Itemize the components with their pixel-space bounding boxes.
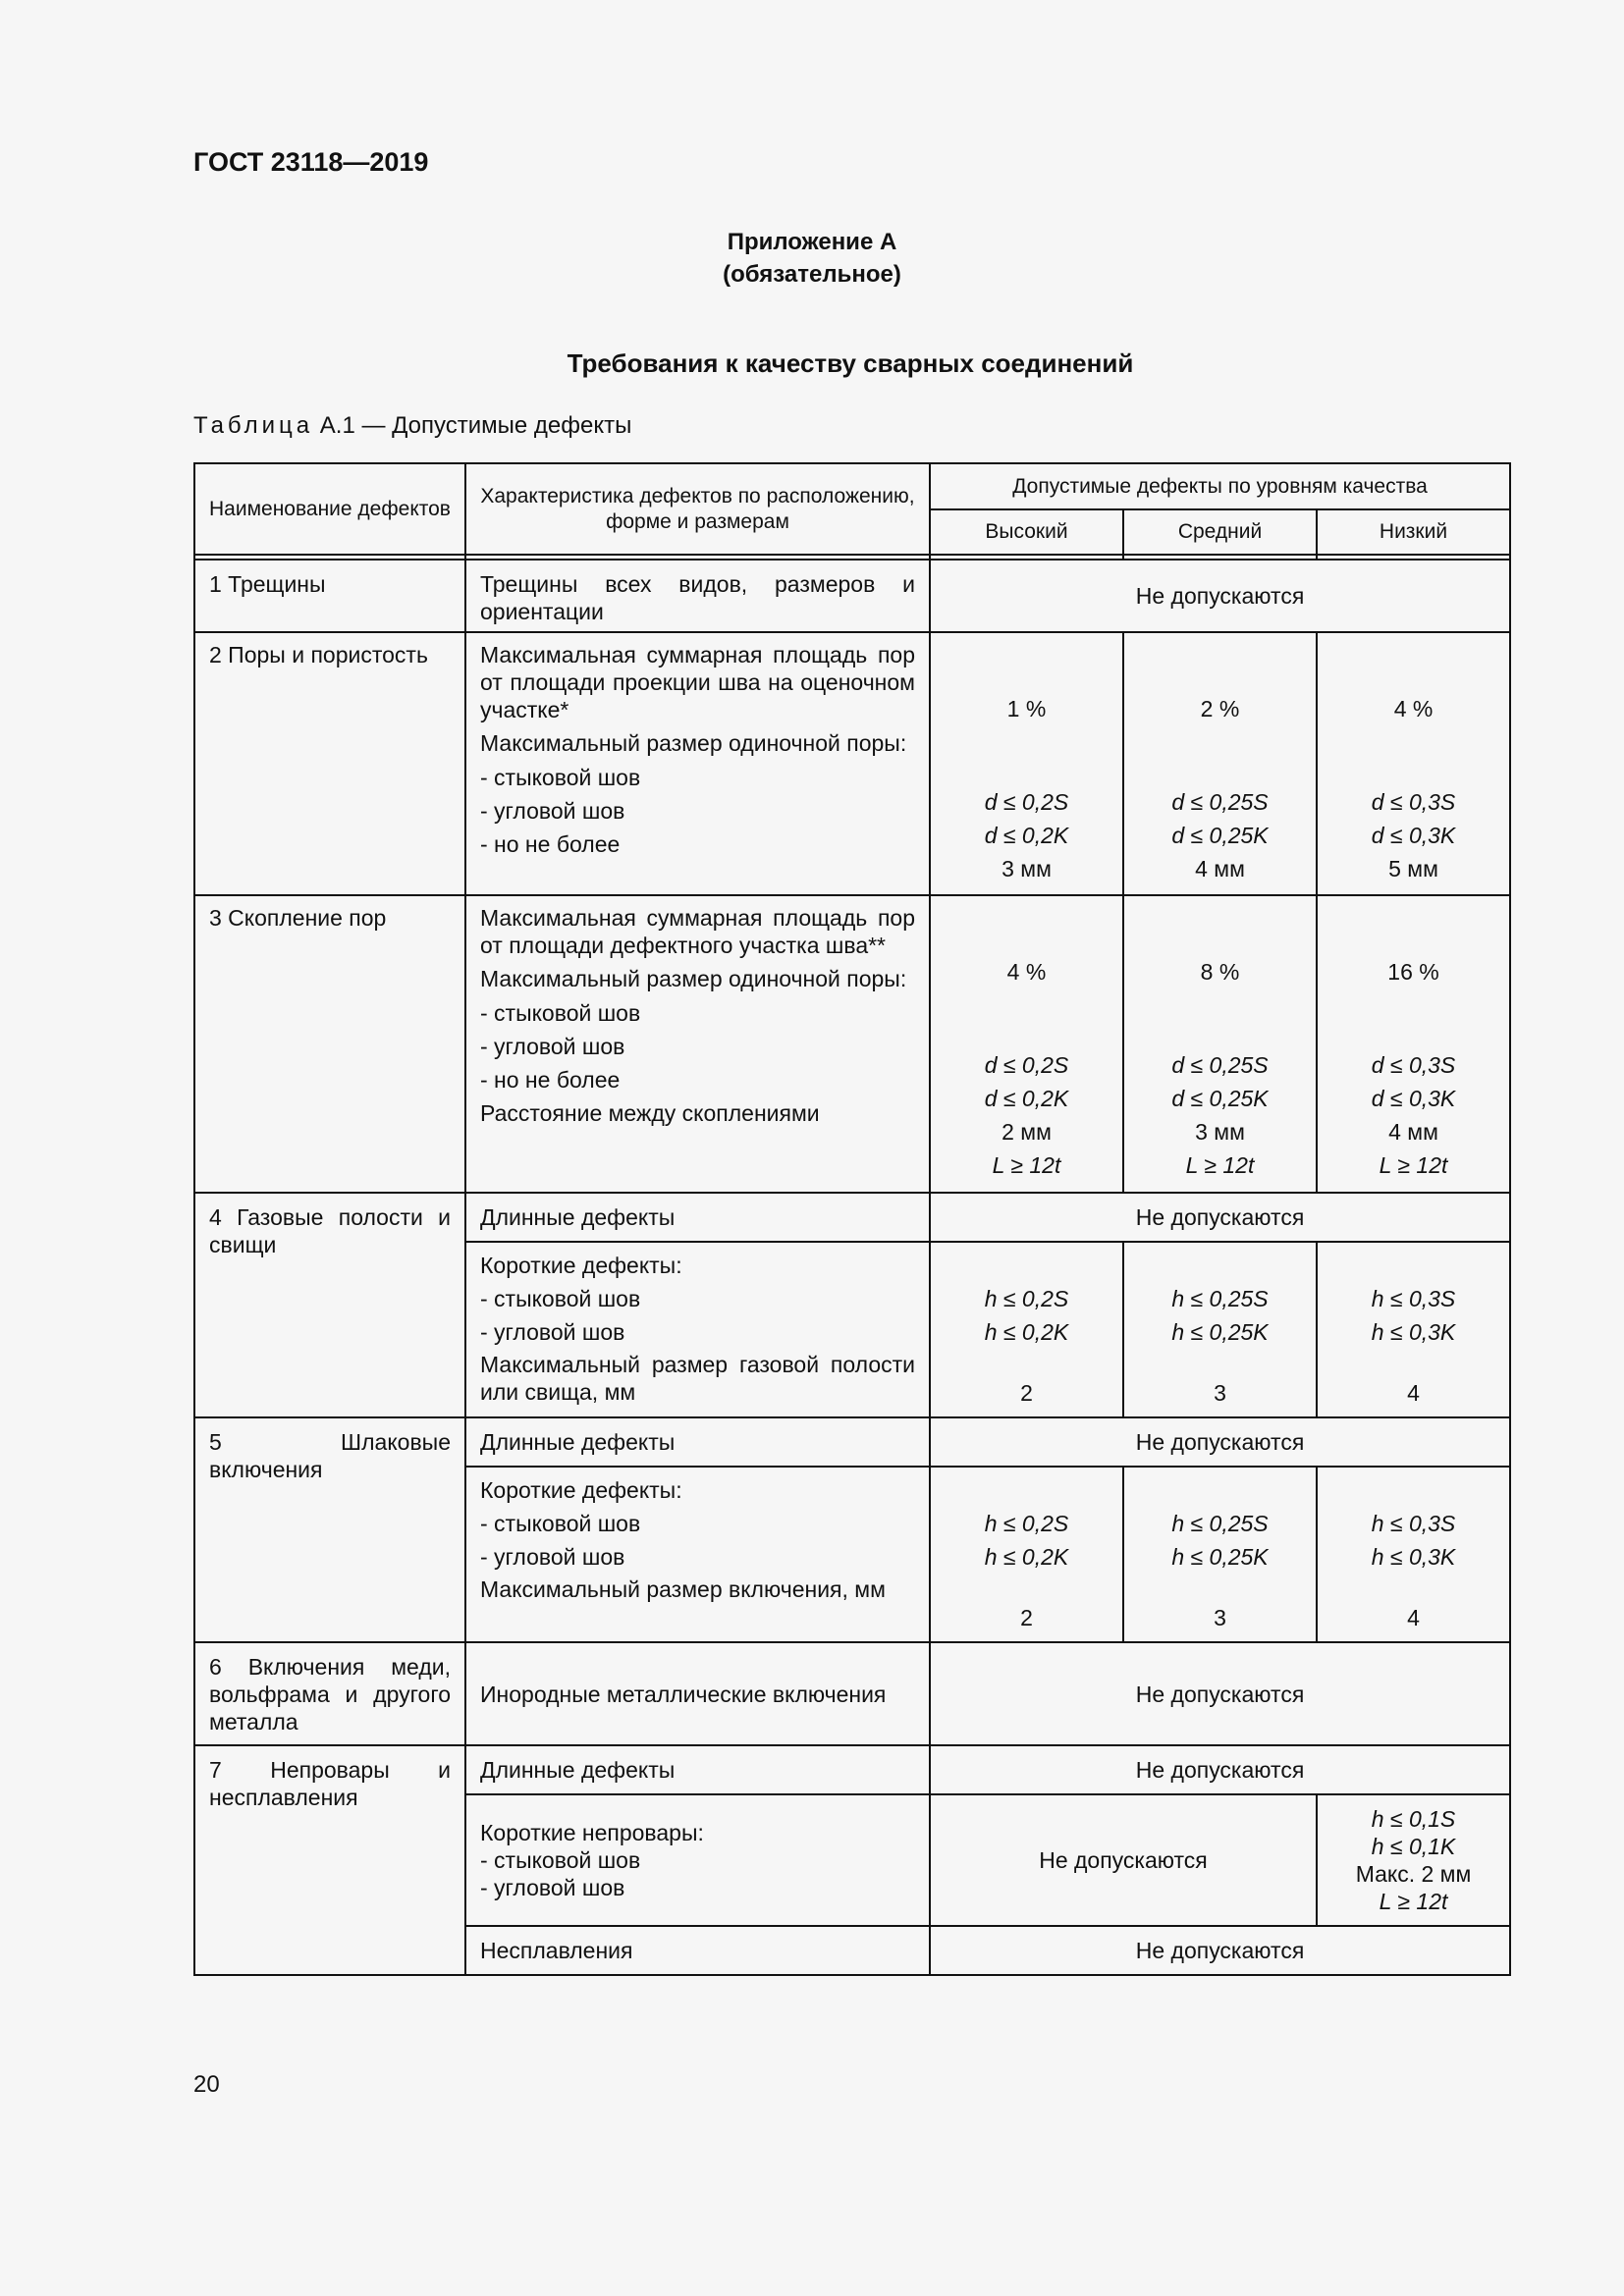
row3-butt-high: d ≤ 0,2S [984,1052,1069,1078]
row5-butt-high: h ≤ 0,2S [984,1511,1069,1536]
document-header: ГОСТ 23118—2019 [193,147,429,177]
row3-fillet: - угловой шов [480,1034,625,1059]
row3-butt-mid: d ≤ 0,25S [1171,1052,1269,1078]
row2-pct-mid: 2 % [1200,696,1240,721]
row7-butt: - стыковой шов [480,1847,641,1873]
row5-fillet: - угловой шов [480,1544,625,1570]
row3-max-low: 4 мм [1388,1119,1438,1145]
row7-long: Длинные дефекты [465,1745,930,1794]
row5-short: Короткие дефекты: [480,1477,682,1503]
row6-value: Не допускаются [930,1642,1510,1745]
row3-butt-low: d ≤ 0,3S [1371,1052,1456,1078]
row4-fillet: - угловой шов [480,1319,625,1345]
table-row [194,1642,1510,1745]
row7-name: 7 Непровары и несплавления [209,1757,451,1810]
row3-size: Максимальный размер одиночной поры: [480,966,907,991]
row2-fillet: - угловой шов [480,798,625,824]
row4-butt-high: h ≤ 0,2S [984,1286,1069,1311]
table-row [194,1417,1510,1467]
row2-max: - но не более [480,831,621,857]
row4-max-high: 2 [1020,1380,1033,1406]
appendix-heading [0,226,1624,291]
row3-dist: Расстояние между скоплениями [480,1100,820,1126]
row7-short-value: Не допускаются [930,1794,1317,1926]
row2-butt: - стыковой шов [480,765,641,790]
row2-area: Максимальная суммарная площадь пор от площади проекции шва на оценочном участке* [480,642,915,722]
header-low: Низкий [1317,509,1510,555]
section-title: Требования к качеству сварных соединений [567,348,1134,378]
table-row [194,1193,1510,1242]
table-caption-text: А.1 — Допустимые дефекты [319,412,632,439]
row7-low-butt: h ≤ 0,1S [1371,1806,1456,1832]
header-characteristic: Характеристика дефектов по расположению, форме и размерам [465,463,930,555]
row6-char: Инородные металлические включения [480,1681,887,1707]
row4-long-value: Не допускаются [930,1193,1510,1242]
row3-area: Максимальная суммарная площадь пор от площади дефектного участка шва** [480,905,915,958]
row3-fillet-mid: d ≤ 0,25K [1171,1086,1269,1111]
row3-dist-low: L ≥ 12t [1379,1152,1448,1178]
row5-butt-low: h ≤ 0,3S [1371,1511,1456,1536]
row4-butt-low: h ≤ 0,3S [1371,1286,1456,1311]
row5-butt-mid: h ≤ 0,25S [1171,1511,1269,1536]
row2-pct-low: 4 % [1393,696,1434,721]
row3-pct-low: 16 % [1387,959,1439,985]
row2-fillet-mid: d ≤ 0,25K [1171,823,1269,848]
row4-fillet-mid: h ≤ 0,25K [1171,1319,1269,1345]
row4-butt-mid: h ≤ 0,25S [1171,1286,1269,1311]
row4-max-mid: 3 [1214,1380,1226,1406]
appendix-title: Приложение А [727,229,897,255]
header-levels: Допустимые дефекты по уровням качества [930,463,1510,509]
row2-fillet-low: d ≤ 0,3K [1371,823,1456,848]
row2-butt-low: d ≤ 0,3S [1371,789,1456,815]
row4-long: Длинные дефекты [465,1193,930,1242]
row2-size: Максимальный размер одиночной поры: [480,730,907,756]
row3-fillet-high: d ≤ 0,2K [984,1086,1069,1111]
row4-fillet-low: h ≤ 0,3K [1371,1319,1456,1345]
row2-butt-high: d ≤ 0,2S [984,789,1069,815]
row2-max-mid: 4 мм [1195,856,1245,881]
row5-max-mid: 3 [1214,1605,1226,1630]
row5-max-high: 2 [1020,1605,1033,1630]
row4-short: Короткие дефекты: [480,1253,682,1278]
row4-name: 4 Газовые полости и свищи [209,1204,451,1257]
row2-butt-mid: d ≤ 0,25S [1171,789,1269,815]
appendix-note: (обязательное) [723,261,901,288]
row3-pct-high: 4 % [1006,959,1047,985]
row3-max-mid: 3 мм [1195,1119,1245,1145]
row3-pct-mid: 8 % [1200,959,1240,985]
table-caption [193,412,631,440]
row7-low-fillet: h ≤ 0,1K [1371,1834,1456,1859]
row1-value: Не допускаются [930,560,1510,632]
row4-butt: - стыковой шов [480,1286,641,1311]
header-name: Наименование дефектов [194,463,465,555]
row5-name: 5 Шлаковые включения [209,1429,451,1482]
row5-long: Длинные дефекты [465,1417,930,1467]
header-high: Высокий [930,509,1123,555]
row4-max-low: 4 [1407,1380,1420,1406]
row3-dist-high: L ≥ 12t [992,1152,1061,1178]
row3-name: 3 Скопление пор [194,895,465,1193]
row2-max-low: 5 мм [1388,856,1438,881]
defects-table [193,462,1511,1976]
row3-fillet-low: d ≤ 0,3K [1371,1086,1456,1111]
row2-name: 2 Поры и пористость [194,632,465,895]
row5-fillet-high: h ≤ 0,2K [984,1544,1069,1570]
row5-butt: - стыковой шов [480,1511,641,1536]
row2-pct-high: 1 % [1006,696,1047,721]
table-row [194,560,1510,632]
row5-long-value: Не допускаются [930,1417,1510,1467]
row7-long-value: Не допускаются [930,1745,1510,1794]
row1-name: 1 Трещины [194,560,465,632]
page-number: 20 [193,2071,220,2098]
table-row [194,632,1510,895]
row3-max: - но не более [480,1067,621,1093]
row6-name: 6 Включения меди, вольфрама и другого металла [209,1654,451,1735]
row7-fusion: Несплавления [465,1926,930,1975]
row3-max-high: 2 мм [1001,1119,1052,1145]
header-mid: Средний [1123,509,1317,555]
row3-dist-mid: L ≥ 12t [1185,1152,1255,1178]
row3-butt: - стыковой шов [480,1000,641,1026]
row7-fusion-value: Не допускаются [930,1926,1510,1975]
row1-char: Трещины всех видов, размеров и ориентации [480,571,915,624]
row7-low-dist: L ≥ 12t [1379,1889,1448,1914]
row5-fillet-mid: h ≤ 0,25K [1171,1544,1269,1570]
row2-fillet-high: d ≤ 0,2K [984,823,1069,848]
table-row [194,895,1510,1193]
row7-fillet: - угловой шов [480,1875,625,1900]
row4-fillet-high: h ≤ 0,2K [984,1319,1069,1345]
row7-short: Короткие непровары: [480,1820,704,1845]
row7-low-max: Макс. 2 мм [1355,1861,1472,1887]
row2-max-high: 3 мм [1001,856,1052,881]
row5-fillet-low: h ≤ 0,3K [1371,1544,1456,1570]
row5-maxsize: Максимальный размер включения, мм [480,1576,886,1602]
row5-max-low: 4 [1407,1605,1420,1630]
table-label: Таблица [193,412,314,439]
row4-maxsize: Максимальный размер газовой полости или свища, мм [480,1352,915,1405]
table-row [194,1745,1510,1794]
